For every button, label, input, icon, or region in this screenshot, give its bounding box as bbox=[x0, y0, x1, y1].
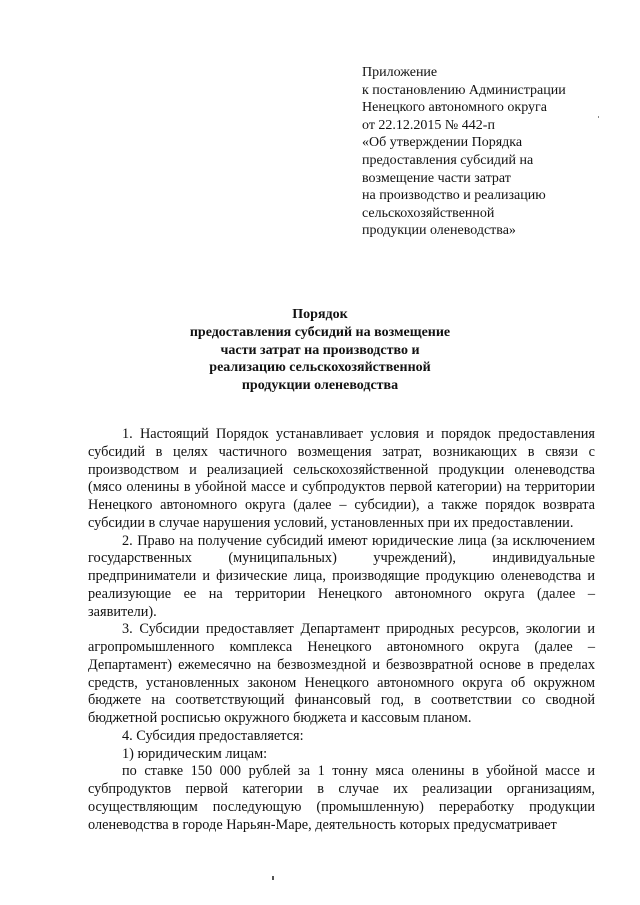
document-title bbox=[100, 306, 540, 395]
paragraph-1: 1. Настоящий Порядок устанавливает условия и порядок предоставления субсидий в целях частичного возмещения затрат, возникающих в связи с производством и реализацией сельскохозяйственной продукции оленеводства (мясо оленины в убойной массе и субпродуктов первой категории) на территории Ненецкого автономного округа (далее – субсидии), а также порядок возврата субсидии в случае нарушения условий, установленных при их предоставлении. bbox=[88, 426, 595, 531]
appendix-header bbox=[362, 64, 612, 240]
appendix-line: к постановлению Администрации bbox=[362, 82, 566, 98]
paragraph-5: 1) юридическим лицам: bbox=[122, 745, 268, 762]
appendix-line: «Об утверждении Порядка bbox=[362, 135, 523, 151]
appendix-line: сельскохозяйственной bbox=[362, 205, 495, 221]
title-line: продукции оленеводства bbox=[241, 378, 399, 394]
appendix-line: Приложение bbox=[362, 65, 438, 80]
appendix-line: продукции оленеводства» bbox=[362, 223, 516, 239]
appendix-line: возмещение части затрат bbox=[362, 170, 511, 186]
title-line: части затрат на производство и bbox=[220, 342, 420, 358]
paragraph-4: 4. Субсидия предоставляется: bbox=[122, 727, 304, 744]
title-line: реализацию сельскохозяйственной bbox=[209, 360, 431, 376]
appendix-line: на производство и реализацию bbox=[362, 188, 546, 204]
appendix-line: предоставления субсидий на bbox=[362, 152, 534, 168]
appendix-line: Ненецкого автономного округа bbox=[362, 100, 547, 116]
paragraph-6: по ставке 150 000 рублей за 1 тонну мяса оленины в убойной массе и субпродуктов первой категории в случае их реализации организациям, осуществляющим последующую (промышленную) переработку продукции оленеводства в городе Нарьян-Маре, деятельность которых предусматривает bbox=[88, 763, 595, 833]
title-line: Порядок bbox=[292, 307, 348, 322]
scan-artifact bbox=[272, 876, 274, 880]
appendix-line: от 22.12.2015 № 442-п bbox=[362, 117, 495, 133]
document-body bbox=[88, 426, 595, 834]
title-line: предоставления субсидий на возмещение bbox=[189, 324, 451, 340]
paragraph-2: 2. Право на получение субсидий имеют юридические лица (за исключением государственных (муниципальных) учреждений), индивидуальные предприниматели и физические лица, производящие продукцию оленеводства и реализующие ее на территории Ненецкого автономного округа (далее – заявители). bbox=[88, 532, 595, 620]
paragraph-3: 3. Субсидии предоставляет Департамент природных ресурсов, экологии и агропромышленного комплекса Ненецкого автономного округа (далее – Департамент) ежемесячно на безвозмездной и безвозвратной основе в пределах средств, установленных законом Ненецкого автономного округа об окружном бюджете на соответствующий финансовый год, в соответствии со сводной бюджетной росписью окружного бюджета и кассовым планом. bbox=[88, 621, 595, 726]
